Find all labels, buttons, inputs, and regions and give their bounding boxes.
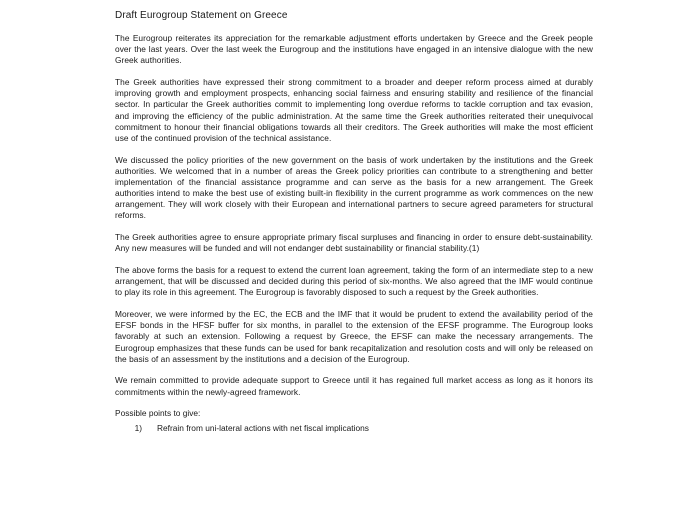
document-title: Draft Eurogroup Statement on Greece (115, 10, 288, 21)
paragraph: The Eurogroup reiterates its appreciation for the remarkable adjustment efforts undertaken by Greece and the Greek people over the last years. Over the last week the Eurogroup and the institutions have engaged in an intensive dialogue with the new Greek authorities. (115, 33, 593, 66)
paragraph: The Greek authorities agree to ensure appropriate primary fiscal surpluses and financing in order to ensure debt-sustainability. Any new measures will be funded and will not endanger debt sustainability or financial stability.(1) (115, 232, 593, 254)
paragraph: Moreover, we were informed by the EC, the ECB and the IMF that it would be prudent to extend the availability period of the EFSF bonds in the HFSF buffer for six months, in parallel to the extension of the EFSF programme. The Eurogroup looks favorably at such an extension. Following a request by Greece, the EFSF can make the necessary arrangements. The Eurogroup emphasizes that these funds can be used for bank recapitalization and resolution costs and will only be released on the basis of an assessment by the institutions and a decision of the Eurogroup. (115, 309, 593, 364)
paragraph: We remain committed to provide adequate support to Greece until it has regained full market access as long as it honors its commitments within the newly-agreed framework. (115, 375, 593, 397)
list-item-number: 1) (134, 422, 142, 433)
list-item-text: Refrain from uni-lateral actions with net fiscal implications (157, 422, 369, 433)
document-page (115, 9, 593, 434)
points-list (115, 423, 593, 434)
list-item (115, 423, 593, 434)
paragraph: The above forms the basis for a request to extend the current loan agreement, taking the form of an intermediate step to a new arrangement, that will be discussed and decided during this period of six-months. We also agreed that the IMF would continue to play its role in this agreement. The Eurogroup is favorably disposed to such a request by the Greek authorities. (115, 265, 593, 298)
paragraph: We discussed the policy priorities of the new government on the basis of work undertaken by the institutions and the Greek authorities. We welcomed that in a number of areas the Greek policy priorities can contribute to a strengthening and better implementation of the financial assistance programme and can serve as the basis for a new arrangement. The Greek authorities intend to make the best use of existing built-in flexibility in the current programme as work commences on the new arrangement. They will work closely with their European and international partners to secure agreed parameters for structural reforms. (115, 154, 593, 221)
paragraph: The Greek authorities have expressed their strong commitment to a broader and deeper reform process aimed at durably improving growth and employment prospects, enhancing social fairness and ensuring stability and resilience of the financial sector. In particular the Greek authorities commit to implementing long overdue reforms to tackle corruption and tax evasion, and improving the efficiency of the public administration. At the same time the Greek authorities reiterated their unequivocal commitment to honour their financial obligations towards all their creditors. The Greek authorities will make the most efficient use of the continued provision of the technical assistance. (115, 77, 593, 143)
points-heading: Possible points to give: (115, 408, 201, 419)
